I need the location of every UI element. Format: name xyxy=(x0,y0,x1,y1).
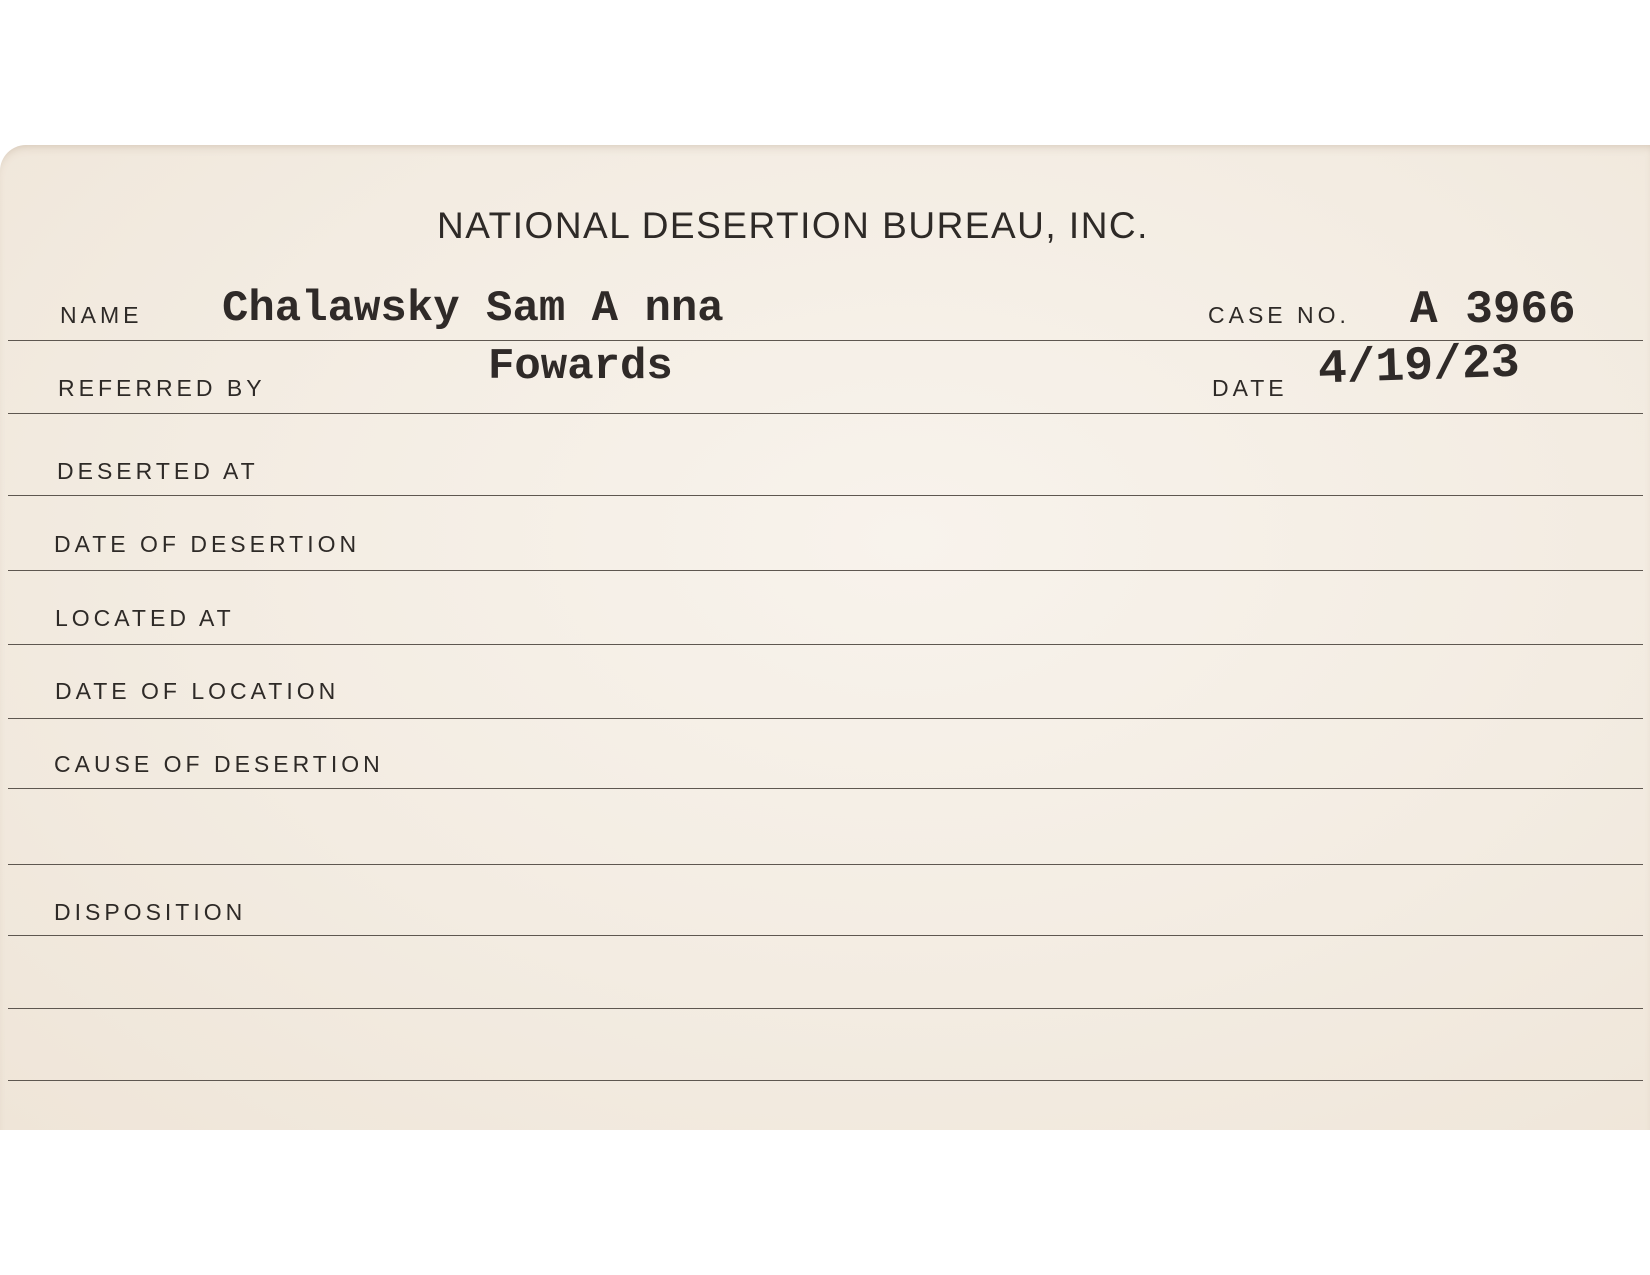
date-of-location-label: DATE OF LOCATION xyxy=(55,678,340,704)
date-label: DATE xyxy=(1212,375,1288,401)
date-of-desertion-rule xyxy=(8,570,1643,571)
case-no-label: CASE NO. xyxy=(1208,302,1350,328)
referred-by-label: REFERRED BY xyxy=(58,375,266,401)
disposition-rule xyxy=(8,935,1643,936)
deserted-at-label: DESERTED AT xyxy=(57,458,259,484)
date-of-location-rule xyxy=(8,718,1643,719)
cause-of-desertion-label: CAUSE OF DESERTION xyxy=(54,751,384,777)
cause-of-desertion-rule xyxy=(8,788,1643,789)
date-value: 4/19/23 xyxy=(1317,336,1521,398)
referred-by-rule xyxy=(8,413,1643,414)
deserted-at-rule xyxy=(8,495,1643,496)
referred-by-value: Fowards xyxy=(488,342,673,392)
disposition-rule-3 xyxy=(8,1080,1643,1081)
located-at-label: LOCATED AT xyxy=(55,605,235,631)
located-at-rule xyxy=(8,644,1643,645)
card-title: NATIONAL DESERTION BUREAU, INC. xyxy=(437,205,1149,246)
case-no-value: A 3966 xyxy=(1410,284,1576,336)
disposition-rule-2 xyxy=(8,1008,1643,1009)
date-of-desertion-label: DATE OF DESERTION xyxy=(54,531,361,557)
name-label: NAME xyxy=(60,302,143,328)
name-value: Chalawsky Sam A nna xyxy=(222,284,724,334)
cause-of-desertion-rule-2 xyxy=(8,864,1643,865)
disposition-label: DISPOSITION xyxy=(54,899,247,925)
